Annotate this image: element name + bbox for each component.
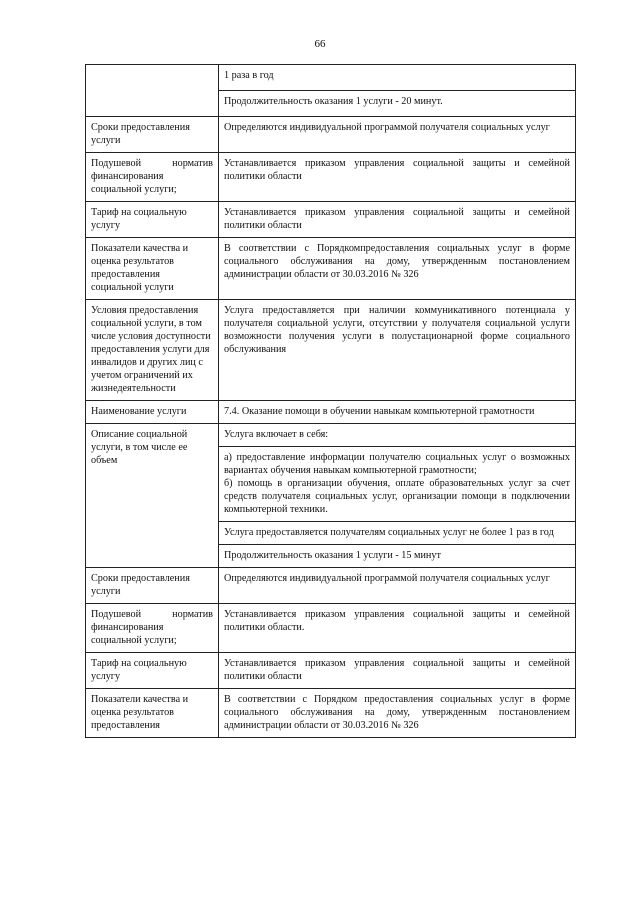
normative-label-word1: Подушевой	[91, 158, 142, 169]
table-row	[86, 568, 576, 604]
tariff-value: Устанавливается приказом управления социальной защиты и семейной политики области	[219, 202, 576, 238]
description-duration: Продолжительность оказания 1 услуги - 15 минут	[219, 545, 576, 568]
table-row	[86, 401, 576, 424]
services-table	[85, 64, 576, 738]
table-row	[86, 65, 576, 91]
table-row	[86, 604, 576, 653]
tariff-label: Тариф на социальную услугу	[86, 653, 219, 689]
tariff-value: Устанавливается приказом управления социальной защиты и семейной политики области	[219, 653, 576, 689]
normative-label-word2: норматив	[172, 609, 213, 620]
table-row	[86, 424, 576, 447]
quality-label: Показатели качества и оценка результатов предоставления социальной услуги	[86, 238, 219, 300]
normative-value: Устанавливается приказом управления социальной защиты и семейной политики области.	[219, 604, 576, 653]
description-items: а) предоставление информации получателю социальных услуг о возможных вариантах обучения навыкам компьютерной грамотности; б) помощь в организации обучения, оплате образовательных услуг за счет средств получателя социальных услуг, организации помощи в подключении компьютерной техники.	[219, 447, 576, 522]
tariff-label: Тариф на социальную услугу	[86, 202, 219, 238]
table-row	[86, 238, 576, 300]
table-row	[86, 153, 576, 202]
service-name-label: Наименование услуги	[86, 401, 219, 424]
normative-label-rest: финансирования социальной услуги;	[91, 622, 177, 646]
conditions-label: Условия предоставления социальной услуги, в том числе условия доступности предоставления услуги для инвалидов и других лиц с учетом ограничений их жизнедеятельности	[86, 300, 219, 401]
description-label: Описание социальной услуги, в том числе ее объем	[86, 424, 219, 568]
quality-value: В соответствии с Порядком предоставления социальных услуг в форме социального обслуживания на дому, утвержденным постановлением администрации области от 30.03.2016 № 326	[219, 689, 576, 738]
terms-label: Сроки предоставления услуги	[86, 568, 219, 604]
service-name-value: 7.4. Оказание помощи в обучении навыкам компьютерной грамотности	[219, 401, 576, 424]
page-number: 66	[314, 38, 326, 50]
normative-label	[86, 153, 219, 202]
normative-label-rest: финансирования социальной услуги;	[91, 171, 177, 195]
table-row	[86, 117, 576, 153]
normative-label	[86, 604, 219, 653]
duration-cell: Продолжительность оказания 1 услуги - 20 минут.	[219, 91, 576, 117]
quality-label: Показатели качества и оценка результатов предоставления	[86, 689, 219, 738]
terms-value: Определяются индивидуальной программой получателя социальных услуг	[219, 117, 576, 153]
table-row	[86, 689, 576, 738]
table-row	[86, 202, 576, 238]
description-frequency: Услуга предоставляется получателям социальных услуг не более 1 раз в год	[219, 522, 576, 545]
table-row	[86, 653, 576, 689]
normative-value: Устанавливается приказом управления социальной защиты и семейной политики области	[219, 153, 576, 202]
terms-value: Определяются индивидуальной программой получателя социальных услуг	[219, 568, 576, 604]
terms-label: Сроки предоставления услуги	[86, 117, 219, 153]
normative-label-word1: Подушевой	[91, 609, 142, 620]
table-row	[86, 300, 576, 401]
frequency-cell: 1 раза в год	[219, 65, 576, 91]
conditions-value: Услуга предоставляется при наличии коммуникативного потенциала у получателя социальной услуги, отсутствии у получателя социальной услуги возможности получения услуги в полустационарной форме социального обслуживания	[219, 300, 576, 401]
description-intro: Услуга включает в себя:	[219, 424, 576, 447]
normative-label-word2: норматив	[172, 158, 213, 169]
empty-label-cell	[86, 65, 219, 117]
quality-value: В соответствии с Порядкомпредоставления социальных услуг в форме социального обслуживания на дому, утвержденным постановлением администрации области от 30.03.2016 № 326	[219, 238, 576, 300]
